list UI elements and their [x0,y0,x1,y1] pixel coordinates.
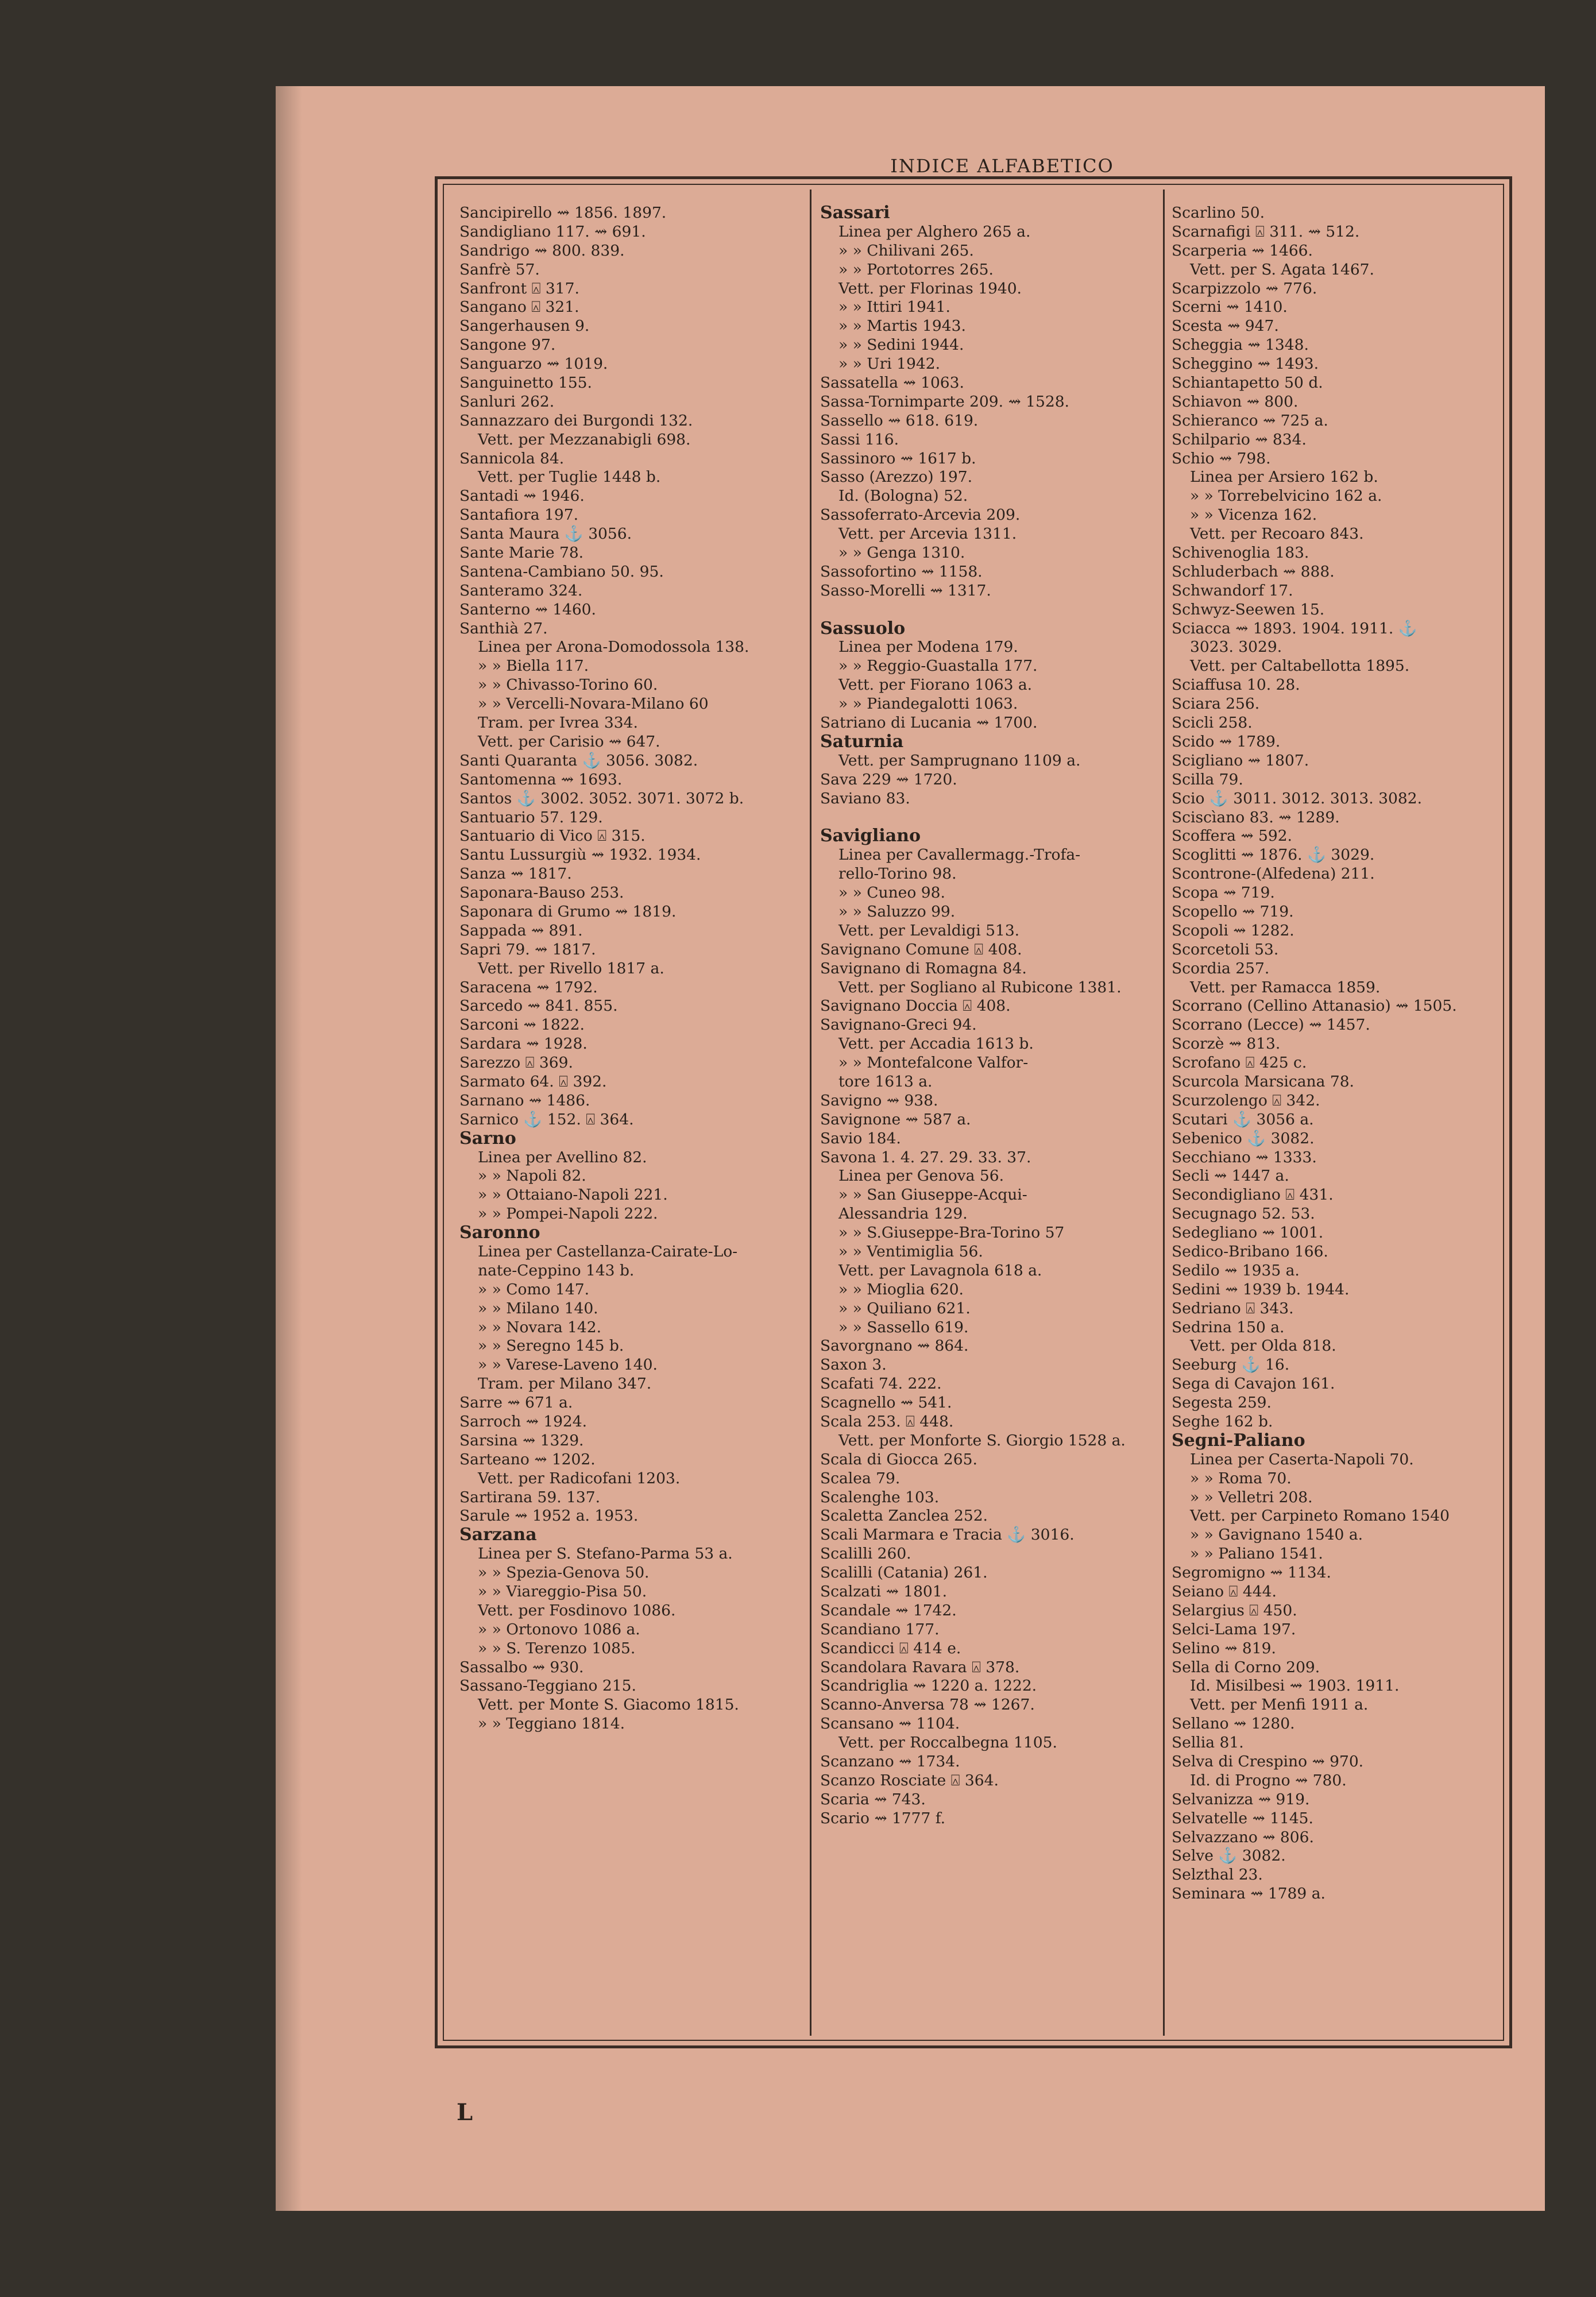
index-entry: Vett. per Fosdinovo 1086. [478,1601,676,1619]
index-entry: Sassano-Teggiano 215. [459,1677,636,1695]
index-entry: Vett. per S. Agata 1467. [1190,260,1374,279]
index-entry: Schieranco ⇝ 725 a. [1172,411,1328,430]
index-entry: Scandicci ⍓ 414 e. [820,1639,961,1657]
index-entry: Savona 1. 4. 27. 29. 33. 37. [820,1148,1031,1166]
index-entry: Sarteano ⇝ 1202. [459,1450,596,1468]
index-entry: Scario ⇝ 1777 f. [820,1809,946,1827]
index-entry: Scaletta Zanclea 252. [820,1507,988,1525]
index-entry: Sedrina 150 a. [1172,1318,1285,1336]
index-entry: Sedriano ⍓ 343. [1172,1299,1294,1317]
index-spacer [820,601,1159,620]
index-entry: Scheggino ⇝ 1493. [1172,355,1319,373]
index-entry: Sapri 79. ⇝ 1817. [459,940,596,958]
index-entry: Linea per Cavallermagg.-Trofa- [838,846,1081,864]
index-entry: Sedilo ⇝ 1935 a. [1172,1261,1300,1279]
index-entry: » » Gavignano 1540 a. [1190,1526,1363,1544]
index-entry: Vett. per Samprugnano 1109 a. [838,751,1081,769]
index-entry: Vett. per Roccalbegna 1105. [838,1734,1057,1752]
index-entry: Scio ⚓ 3011. 3012. 3013. 3082. [1172,789,1422,807]
index-entry: Santena-Cambiano 50. 95. [459,562,664,581]
index-entry: Santu Lussurgiù ⇝ 1932. 1934. [459,846,701,864]
index-entry: Secchiano ⇝ 1333. [1172,1148,1317,1166]
index-entry: Saponara di Grumo ⇝ 1819. [459,902,677,921]
index-entry: Scandriglia ⇝ 1220 a. 1222. [820,1677,1037,1695]
index-entry: » » Montefalcone Valfor- [838,1054,1029,1072]
index-entry: Scutari ⚓ 3056 a. [1172,1110,1314,1128]
index-entry: Sancipirello ⇝ 1856. 1897. [459,204,667,222]
index-entry: Sarre ⇝ 671 a. [459,1394,573,1412]
index-entry: Scorzè ⇝ 813. [1172,1035,1281,1053]
index-entry: Segni-Paliano [1172,1431,1305,1451]
index-entry: » » S. Terenzo 1085. [478,1639,636,1657]
index-entry: Linea per Alghero 265 a. [838,222,1031,241]
index-entry: » » Mioglia 620. [838,1280,964,1298]
index-entry: Seminara ⇝ 1789 a. [1172,1885,1326,1903]
index-entry: Seeburg ⚓ 16. [1172,1356,1290,1374]
index-entry: » » Como 147. [478,1280,590,1298]
index-entry: Linea per Castellanza-Cairate-Lo- [478,1242,738,1260]
index-entry: Scanno-Anversa 78 ⇝ 1267. [820,1696,1035,1714]
index-entry: » » Sassello 619. [838,1318,969,1336]
index-entry: » » Chivasso-Torino 60. [478,676,658,694]
index-entry: Savigno ⇝ 938. [820,1091,938,1109]
index-entry: Linea per S. Stefano-Parma 53 a. [478,1545,733,1563]
index-entry: Savignano Comune ⍓ 408. [820,940,1022,958]
index-entry: Vett. per Ramacca 1859. [1190,978,1381,996]
index-entry: Vett. per Fiorano 1063 a. [838,676,1033,694]
index-entry: Scoglitti ⇝ 1876. ⚓ 3029. [1172,846,1375,864]
index-entry: Scilla 79. [1172,770,1243,788]
index-entry: » » Varese-Laveno 140. [478,1356,658,1374]
index-entry: Sassinoro ⇝ 1617 b. [820,449,976,467]
index-entry: Scalenghe 103. [820,1488,940,1506]
index-entry: Santuario 57. 129. [459,808,603,826]
index-entry: Scopoli ⇝ 1282. [1172,921,1294,939]
index-entry: Vett. per Mezzanabigli 698. [478,430,691,448]
index-entry: Sasso-Morelli ⇝ 1317. [820,581,991,600]
index-entry: Scicli 258. [1172,714,1253,732]
index-entry: Scurzolengo ⍓ 342. [1172,1091,1320,1109]
index-entry: » » Uri 1942. [838,355,941,373]
index-entry: Sebenico ⚓ 3082. [1172,1129,1315,1147]
index-entry: Linea per Arsiero 162 b. [1190,468,1378,486]
index-entry: Scontrone-(Alfedena) 211. [1172,865,1375,883]
index-entry: Sannazzaro dei Burgondi 132. [459,411,693,430]
index-entry: Seiano ⍓ 444. [1172,1583,1277,1601]
index-entry: Scido ⇝ 1789. [1172,732,1281,751]
index-entry: Id. di Progno ⇝ 780. [1190,1771,1347,1789]
index-entry: Sarmato 64. ⍓ 392. [459,1072,607,1091]
index-entry: Sella di Corno 209. [1172,1658,1320,1676]
index-entry: Scopa ⇝ 719. [1172,884,1275,902]
index-entry: Sanguarzo ⇝ 1019. [459,355,608,373]
index-entry: Scafati 74. 222. [820,1375,942,1393]
index-entry: Selvanizza ⇝ 919. [1172,1790,1310,1808]
index-entry: Sarnico ⚓ 152. ⍓ 364. [459,1110,634,1128]
index-entry: Vett. per Monforte S. Giorgio 1528 a. [838,1431,1126,1449]
index-entry: Scigliano ⇝ 1807. [1172,751,1309,769]
index-entry: Santi Quaranta ⚓ 3056. 3082. [459,751,698,769]
index-entry: Sassatella ⇝ 1063. [820,374,964,392]
index-entry: Selci-Lama 197. [1172,1620,1296,1638]
index-entry: Schluderbach ⇝ 888. [1172,562,1335,581]
index-entry: » » Vercelli-Novara-Milano 60 [478,695,709,713]
index-entry: Scandale ⇝ 1742. [820,1601,957,1619]
index-entry: Sassari [820,204,890,223]
index-entry: Sedegliano ⇝ 1001. [1172,1224,1324,1242]
index-entry: Scrofano ⍓ 425 c. [1172,1054,1307,1072]
index-entry: » » Martis 1943. [838,317,966,335]
index-entry: Linea per Genova 56. [838,1167,1004,1185]
index-entry: » » Seregno 145 b. [478,1337,624,1355]
index-entry: Sangerhausen 9. [459,317,590,335]
index-entry: Sarroch ⇝ 1924. [459,1413,588,1430]
index-entry: Linea per Arona-Domodossola 138. [478,638,749,656]
index-entry: Scala 253. ⍓ 448. [820,1413,954,1430]
index-entry: Sava 229 ⇝ 1720. [820,770,957,788]
index-entry: nate-Ceppino 143 b. [478,1261,635,1279]
index-entry: Scaria ⇝ 743. [820,1790,926,1808]
index-entry: Schivenoglia 183. [1172,544,1309,562]
index-entry: Schwyz-Seewen 15. [1172,600,1325,618]
index-entry: Sedini ⇝ 1939 b. 1944. [1172,1280,1350,1298]
index-entry: » » Viareggio-Pisa 50. [478,1583,647,1601]
index-entry: Vett. per Levaldigi 513. [838,921,1020,939]
index-entry: Saronno [459,1224,540,1243]
index-entry: » » Paliano 1541. [1190,1545,1323,1563]
index-entry: » » Saluzzo 99. [838,902,956,921]
index-entry: Scalilli 260. [820,1545,911,1563]
index-spacer [820,809,1159,827]
index-entry: Santhià 27. [459,619,548,637]
index-entry: Scarlino 50. [1172,204,1265,222]
index-entry: Santadi ⇝ 1946. [459,487,585,505]
index-entry: Vett. per Tuglie 1448 b. [478,468,661,486]
index-entry: Santafiora 197. [459,506,578,524]
index-entry: Vett. per Rivello 1817 a. [478,959,664,977]
index-entry: Sarconi ⇝ 1822. [459,1016,585,1034]
index-entry: » » Roma 70. [1190,1469,1292,1487]
index-entry: Schilpario ⇝ 834. [1172,430,1307,448]
index-entry: Sangano ⍓ 321. [459,298,579,316]
index-entry: » » Ittiri 1941. [838,298,950,316]
index-entry: Sciscìano 83. ⇝ 1289. [1172,808,1340,826]
index-entry: Sarule ⇝ 1952 a. 1953. [459,1507,639,1525]
index-entry: » » Quiliano 621. [838,1299,971,1317]
index-entry: Sarsina ⇝ 1329. [459,1431,584,1449]
index-entry: Savignone ⇝ 587 a. [820,1110,971,1128]
index-entry: Sedico-Bribano 166. [1172,1242,1328,1260]
index-entry: Scansano ⇝ 1104. [820,1715,960,1733]
index-entry: Scarnafigi ⍓ 311. ⇝ 512. [1172,222,1360,241]
index-entry: Vett. per Olda 818. [1190,1337,1336,1355]
index-entry: Seghe 162 b. [1172,1413,1273,1430]
index-entry: Sassalbo ⇝ 930. [459,1658,584,1676]
index-entry: Scalzati ⇝ 1801. [820,1583,948,1601]
index-entry: Sante Marie 78. [459,544,584,562]
index-entry: Selzthal 23. [1172,1866,1263,1884]
index-entry: » » Biella 117. [478,657,589,675]
index-entry: Sega di Cavajon 161. [1172,1375,1335,1393]
index-entry: Sassofortino ⇝ 1158. [820,562,983,581]
index-entry: » » San Giuseppe-Acqui- [838,1186,1027,1204]
index-entry: Sellia 81. [1172,1734,1244,1752]
index-entry: » » Piandegalotti 1063. [838,695,1018,713]
index-entry: Santa Maura ⚓ 3056. [459,525,632,543]
index-entry: Schwandorf 17. [1172,581,1293,600]
index-entry: Secondigliano ⍓ 431. [1172,1186,1334,1204]
index-entry: Vett. per Carpineto Romano 1540 [1190,1507,1450,1525]
index-entry: Tram. per Milano 347. [478,1375,652,1393]
index-entry: Linea per Modena 179. [838,638,1018,656]
index-entry: » » Torrebelvicino 162 a. [1190,487,1382,505]
index-entry: Vett. per Sogliano al Rubicone 1381. [838,978,1122,996]
index-column-2 [820,204,1159,1828]
index-entry: Secugnago 52. 53. [1172,1205,1315,1223]
index-entry: Sarezzo ⍓ 369. [459,1054,573,1072]
index-entry: » » Vicenza 162. [1190,506,1317,524]
index-entry: Id. (Bologna) 52. [838,487,968,505]
index-entry: Scorrano (Cellino Attanasio) ⇝ 1505. [1172,997,1457,1015]
index-entry: Vett. per Radicofani 1203. [478,1469,681,1487]
index-entry: Segesta 259. [1172,1394,1272,1412]
index-entry: Sciaffusa 10. 28. [1172,676,1300,694]
index-entry: Selve ⚓ 3082. [1172,1847,1286,1865]
index-entry: Vett. per Caltabellotta 1895. [1190,657,1410,675]
index-entry: Scoffera ⇝ 592. [1172,827,1292,845]
index-entry: rello-Torino 98. [838,865,957,883]
index-entry: Scali Marmara e Tracia ⚓ 3016. [820,1526,1075,1544]
index-column-1 [459,204,804,1734]
index-entry: Scanzano ⇝ 1734. [820,1753,960,1771]
index-entry: Scarperia ⇝ 1466. [1172,241,1313,260]
index-entry: Scurcola Marsicana 78. [1172,1072,1354,1091]
index-entry: Santeramo 324. [459,581,583,600]
column-divider-2 [1163,190,1165,2036]
index-entry: Schiantapetto 50 d. [1172,374,1323,392]
index-entry: » » Napoli 82. [478,1167,586,1185]
index-entry: Selino ⇝ 819. [1172,1639,1276,1657]
index-entry: » » Milano 140. [478,1299,598,1317]
index-entry: Savigliano [820,827,921,846]
index-entry: Scordia 257. [1172,959,1270,977]
index-entry: Sartirana 59. 137. [459,1488,601,1506]
index-entry: Scandiano 177. [820,1620,940,1638]
page-header: INDICE ALFABETICO [890,155,1114,177]
index-entry: Selva di Crespino ⇝ 970. [1172,1753,1364,1771]
index-column-3 [1172,204,1499,1904]
index-entry: Scalea 79. [820,1469,901,1487]
index-entry: Sassa-Tornimparte 209. ⇝ 1528. [820,392,1069,411]
index-entry: » » Pompei-Napoli 222. [478,1205,658,1223]
index-entry: Santerno ⇝ 1460. [459,600,596,618]
index-entry: Satriano di Lucania ⇝ 1700. [820,714,1038,732]
page-signature-letter: L [457,2099,473,2126]
index-entry: Sasso (Arezzo) 197. [820,468,972,486]
index-entry: Vett. per Lavagnola 618 a. [838,1261,1042,1279]
index-entry: Scarpizzolo ⇝ 776. [1172,279,1317,297]
index-entry: Saturnia [820,732,904,752]
index-entry: » » Sedini 1944. [838,336,964,354]
index-entry: Schiavon ⇝ 800. [1172,392,1299,411]
index-entry: Linea per Avellino 82. [478,1148,647,1166]
index-entry: Selvatelle ⇝ 1145. [1172,1809,1313,1827]
index-entry: Secli ⇝ 1447 a. [1172,1167,1289,1185]
index-entry: » » Cuneo 98. [838,884,945,902]
index-entry: » » Portotorres 265. [838,260,994,279]
index-entry: Sandigliano 117. ⇝ 691. [459,222,646,241]
index-entry: Scala di Giocca 265. [820,1450,977,1468]
index-entry: tore 1613 a. [838,1072,933,1091]
index-entry: Sanguinetto 155. [459,374,592,392]
index-entry: Schio ⇝ 798. [1172,449,1271,467]
index-entry: Sannicola 84. [459,449,565,467]
index-entry: Savignano Doccia ⍓ 408. [820,997,1011,1015]
index-entry: » » Spezia-Genova 50. [478,1564,650,1582]
index-entry: Santos ⚓ 3002. 3052. 3071. 3072 b. [459,789,744,807]
index-entry: Vett. per Monte S. Giacomo 1815. [478,1696,739,1714]
index-entry: Saponara-Bauso 253. [459,884,624,902]
index-entry: Santomenna ⇝ 1693. [459,770,623,788]
index-entry: Sassi 116. [820,430,899,448]
index-entry: Id. Misilbesi ⇝ 1903. 1911. [1190,1677,1400,1695]
index-entry: » » S.Giuseppe-Bra-Torino 57 [838,1224,1065,1242]
index-entry: Scesta ⇝ 947. [1172,317,1279,335]
index-entry: Alessandria 129. [838,1205,968,1223]
index-entry: » » Reggio-Guastalla 177. [838,657,1038,675]
index-entry: Scorrano (Lecce) ⇝ 1457. [1172,1016,1370,1034]
column-divider-1 [810,190,811,2036]
index-entry: Scagnello ⇝ 541. [820,1394,952,1412]
index-entry: Sanfront ⍓ 317. [459,279,579,297]
index-entry: Sarzana [459,1526,537,1545]
index-entry: » » Novara 142. [478,1318,602,1336]
index-entry: Sciara 256. [1172,695,1260,713]
index-entry: » » Ortonovo 1086 a. [478,1620,640,1638]
index-entry: Sanfrè 57. [459,260,540,279]
index-entry: Saxon 3. [820,1356,887,1374]
index-entry: Savio 184. [820,1129,901,1147]
index-entry: Vett. per Accadia 1613 b. [838,1035,1034,1053]
index-entry: Sellano ⇝ 1280. [1172,1715,1295,1733]
index-entry: Sassoferrato-Arcevia 209. [820,506,1021,524]
index-entry: Sassuolo [820,619,906,639]
index-entry: » » Genga 1310. [838,544,965,562]
index-entry: Linea per Caserta-Napoli 70. [1190,1450,1414,1468]
index-entry: Scandolara Ravara ⍓ 378. [820,1658,1020,1676]
index-entry: Vett. per Arcevia 1311. [838,525,1017,543]
index-entry: Sassello ⇝ 618. 619. [820,411,979,430]
index-entry: Santuario di Vico ⍓ 315. [459,827,646,845]
index-entry: » » Chilivani 265. [838,241,974,260]
index-entry: Sarcedo ⇝ 841. 855. [459,997,618,1015]
index-entry: Vett. per Florinas 1940. [838,279,1022,297]
index-entry: Sappada ⇝ 891. [459,921,583,939]
index-entry: Vett. per Menfi 1911 a. [1190,1696,1369,1714]
index-entry: 3023. 3029. [1190,638,1282,656]
index-entry: Scalilli (Catania) 261. [820,1564,988,1582]
index-entry: » » Ventimiglia 56. [838,1242,983,1260]
index-entry: Scheggia ⇝ 1348. [1172,336,1309,354]
index-entry: Segromigno ⇝ 1134. [1172,1564,1331,1582]
index-entry: Scopello ⇝ 719. [1172,902,1294,921]
index-entry: Selvazzano ⇝ 806. [1172,1828,1314,1846]
index-entry: Sciacca ⇝ 1893. 1904. 1911. ⚓ [1172,619,1417,637]
index-entry: Tram. per Ivrea 334. [478,714,638,732]
index-entry: Savorgnano ⇝ 864. [820,1337,969,1355]
index-entry: » » Teggiano 1814. [478,1715,625,1733]
index-entry: Saviano 83. [820,789,910,807]
index-entry: Selargius ⍓ 450. [1172,1601,1297,1619]
index-entry: Sandrigo ⇝ 800. 839. [459,241,625,260]
index-entry: Savignano di Romagna 84. [820,959,1027,977]
index-entry: » » Velletri 208. [1190,1488,1313,1506]
index-entry: Saracena ⇝ 1792. [459,978,598,996]
index-entry: Vett. per Recoaro 843. [1190,525,1364,543]
index-entry: Vett. per Carisio ⇝ 647. [478,732,660,751]
page-spine-shadow [276,86,302,2211]
index-entry: Sangone 97. [459,336,556,354]
index-entry: Scerni ⇝ 1410. [1172,298,1288,316]
index-entry: Sarnano ⇝ 1486. [459,1091,590,1109]
index-entry: Savignano-Greci 94. [820,1016,977,1034]
index-entry: Scanzo Rosciate ⍓ 364. [820,1771,999,1789]
index-entry: » » Ottaiano-Napoli 221. [478,1186,668,1204]
index-entry: Sardara ⇝ 1928. [459,1035,588,1053]
index-entry: Sarno [459,1129,516,1148]
index-entry: Sanza ⇝ 1817. [459,865,572,883]
index-entry: Sanluri 262. [459,392,555,411]
index-entry: Scorcetoli 53. [1172,940,1279,958]
